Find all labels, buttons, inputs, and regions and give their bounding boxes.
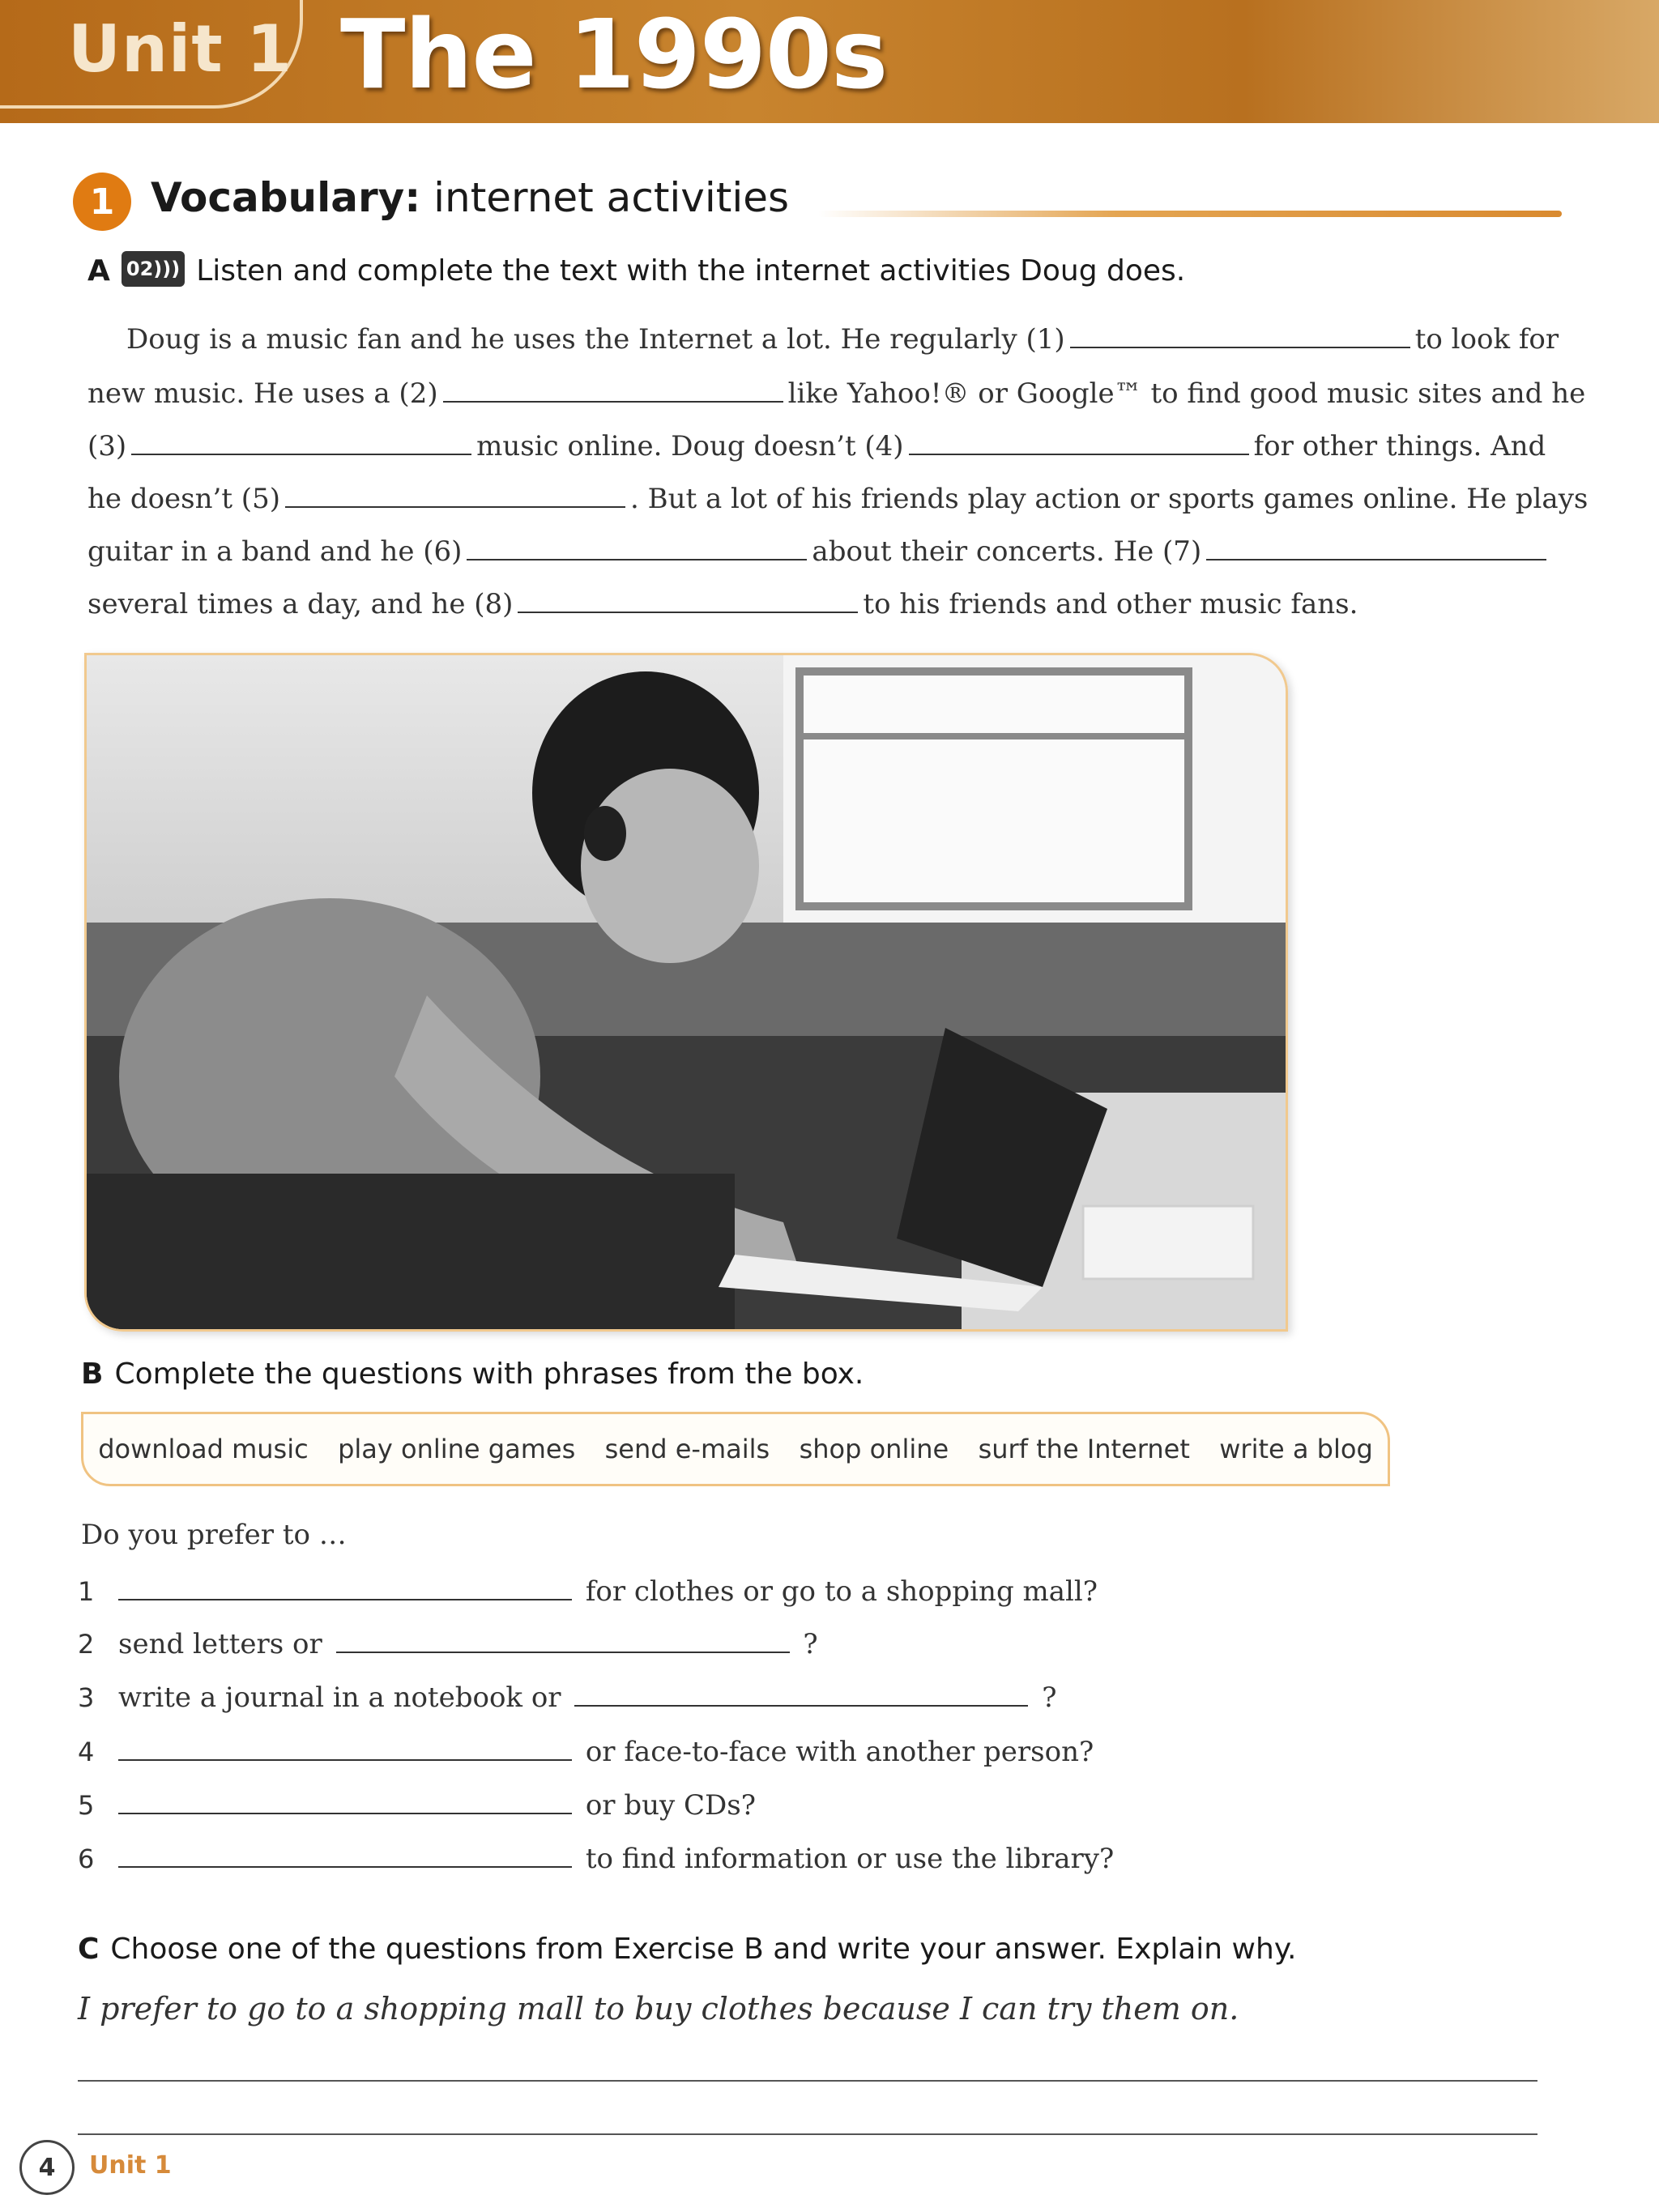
question-text: write a journal in a notebook or (118, 1681, 561, 1714)
line-text: new music. He uses a (2) (87, 377, 438, 410)
photo-illustration (87, 655, 1286, 1329)
exercise-b-text: Complete the questions with phrases from the box. (114, 1357, 864, 1391)
question-blank-4[interactable] (118, 1735, 572, 1761)
exercise-b-letter: B (81, 1357, 104, 1391)
blank-4[interactable] (909, 429, 1249, 455)
question-6 (118, 1842, 1114, 1875)
unit-title: The 1990s (340, 0, 888, 110)
line-text: he doesn’t (5) (87, 483, 280, 515)
question-number: 2 (78, 1629, 95, 1660)
phrase-item: send e-mails (604, 1434, 770, 1464)
exercise-a-letter: A (87, 254, 110, 288)
section-title-rest: internet activities (433, 174, 790, 221)
question-1 (118, 1575, 1098, 1608)
example-answer: I prefer to go to a shopping mall to buy clothes because I can try them on. (78, 1991, 1239, 2027)
text-line-5 (87, 535, 1551, 568)
question-blank-5[interactable] (118, 1788, 572, 1814)
text-line-2 (87, 377, 1585, 410)
line-text: (3) (87, 430, 127, 462)
question-blank-3[interactable] (574, 1681, 1028, 1707)
exercise-c-instruction (78, 1933, 1296, 1966)
question-text: to find information or use the library? (585, 1843, 1115, 1875)
question-number: 1 (78, 1576, 95, 1607)
phrase-box (81, 1412, 1390, 1486)
questions-intro: Do you prefer to … (81, 1519, 347, 1551)
phrase-item: play online games (338, 1434, 576, 1464)
question-blank-2[interactable] (336, 1627, 790, 1653)
unit-header (0, 0, 1659, 123)
question-2 (118, 1627, 818, 1660)
blank-1[interactable] (1070, 322, 1410, 348)
phrase-item: write a blog (1219, 1434, 1373, 1464)
page-number: 4 (19, 2140, 75, 2195)
question-blank-6[interactable] (118, 1842, 572, 1868)
question-text: send letters or (118, 1628, 322, 1660)
blank-2[interactable] (443, 377, 783, 403)
blank-8[interactable] (518, 587, 858, 613)
phrase-item: surf the Internet (978, 1434, 1190, 1464)
line-text: . But a lot of his friends play action or sports games online. He plays (629, 483, 1589, 515)
question-text: ? (1042, 1681, 1057, 1714)
question-4 (118, 1735, 1094, 1768)
blank-5[interactable] (285, 482, 625, 508)
line-text: to his friends and other music fans. (863, 588, 1358, 620)
phrase-item: download music (98, 1434, 309, 1464)
exercise-c-letter: C (78, 1933, 100, 1966)
question-5 (118, 1788, 756, 1822)
question-text: or buy CDs? (585, 1789, 756, 1822)
question-text: ? (803, 1628, 818, 1660)
text-line-1 (126, 322, 1559, 356)
blank-6[interactable] (467, 535, 807, 560)
section-title-bold: Vocabulary: (151, 174, 421, 221)
exercise-a-text: Listen and complete the text with the internet activities Doug does. (196, 254, 1186, 288)
section-title (151, 174, 789, 221)
footer-unit-label: Unit 1 (89, 2151, 172, 2180)
line-text: to look for (1414, 323, 1559, 356)
text-line-3 (87, 429, 1546, 462)
exercise-a-instruction (87, 254, 1185, 290)
line-text: several times a day, and he (8) (87, 588, 514, 620)
blank-3[interactable] (131, 429, 471, 455)
line-text: for other things. And (1253, 430, 1546, 462)
audio-track-icon[interactable]: 02))) (122, 251, 185, 287)
line-text: guitar in a band and he (6) (87, 535, 463, 568)
exercise-b-instruction (81, 1357, 864, 1391)
audio-track-number: 02 (126, 258, 154, 280)
question-number: 4 (78, 1737, 95, 1767)
text-line-4 (87, 482, 1588, 515)
exercise-c-text: Choose one of the questions from Exercise B and write your answer. Explain why. (110, 1933, 1297, 1966)
photo-young-man-with-laptop (84, 653, 1288, 1332)
question-number: 5 (78, 1790, 95, 1821)
answer-line-2[interactable] (78, 2133, 1537, 2135)
line-text: music online. Doug doesn’t (4) (476, 430, 904, 462)
line-text: Doug is a music fan and he uses the Internet a lot. He regularly (1) (126, 323, 1065, 356)
unit-label: Unit 1 (68, 11, 293, 87)
question-text: for clothes or go to a shopping mall? (585, 1575, 1098, 1608)
question-text: or face-to-face with another person? (585, 1736, 1094, 1768)
phrase-item: shop online (799, 1434, 949, 1464)
blank-7[interactable] (1206, 535, 1546, 560)
question-number: 6 (78, 1843, 95, 1874)
question-number: 3 (78, 1682, 95, 1713)
text-line-6 (87, 587, 1358, 620)
section-rule (818, 211, 1562, 217)
section-number-badge: 1 (73, 173, 131, 231)
question-3 (118, 1681, 1056, 1714)
line-text: like Yahoo!® or Google™ to find good music sites and he (787, 377, 1586, 410)
line-text: about their concerts. He (7) (812, 535, 1202, 568)
answer-line-1[interactable] (78, 2080, 1537, 2082)
question-blank-1[interactable] (118, 1575, 572, 1600)
